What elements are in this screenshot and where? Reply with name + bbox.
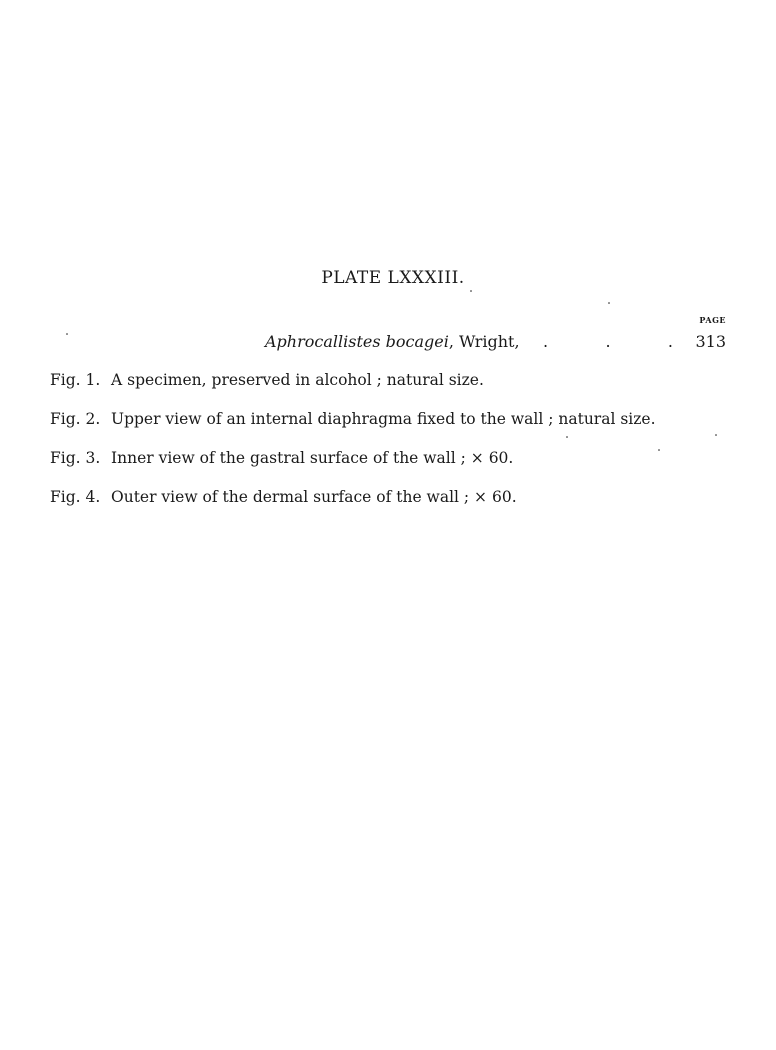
scan-speck [715,434,717,436]
species-author: , Wright, [448,332,520,351]
species-italic-name: Aphrocallistes bocagei [265,332,449,351]
figure-text: Outer view of the dermal surface of the wall ; × 60. [111,488,517,506]
scan-speck [608,302,610,304]
figure-label: Fig. 4. [50,488,101,506]
scan-speck [470,290,472,292]
leader-dots [543,332,673,351]
plate-title: PLATE LXXXIII. [321,268,465,288]
figure-list [50,371,740,527]
scan-speck [66,333,68,335]
figure-caption [50,371,740,410]
leader-dot: . [543,332,549,351]
figure-text: Upper view of an internal diaphragma fixed to the wall ; natural size. [111,410,656,428]
figure-text: Inner view of the gastral surface of the wall ; × 60. [111,449,514,467]
page-column-heading: PAGE [699,315,726,325]
figure-caption [50,410,740,449]
figure-caption [50,488,740,527]
figure-label: Fig. 3. [50,449,101,467]
leader-dot: . [605,332,611,351]
figure-text: A specimen, preserved in alcohol ; natural size. [111,371,484,389]
species-name [265,332,520,351]
leader-dot: . [667,332,673,351]
figure-label: Fig. 2. [50,410,101,428]
figure-caption [50,449,740,488]
scan-speck [566,436,568,438]
figure-label: Fig. 1. [50,371,101,389]
species-index-row [0,332,776,354]
scan-speck [658,449,660,451]
species-page-number: 313 [695,332,726,351]
